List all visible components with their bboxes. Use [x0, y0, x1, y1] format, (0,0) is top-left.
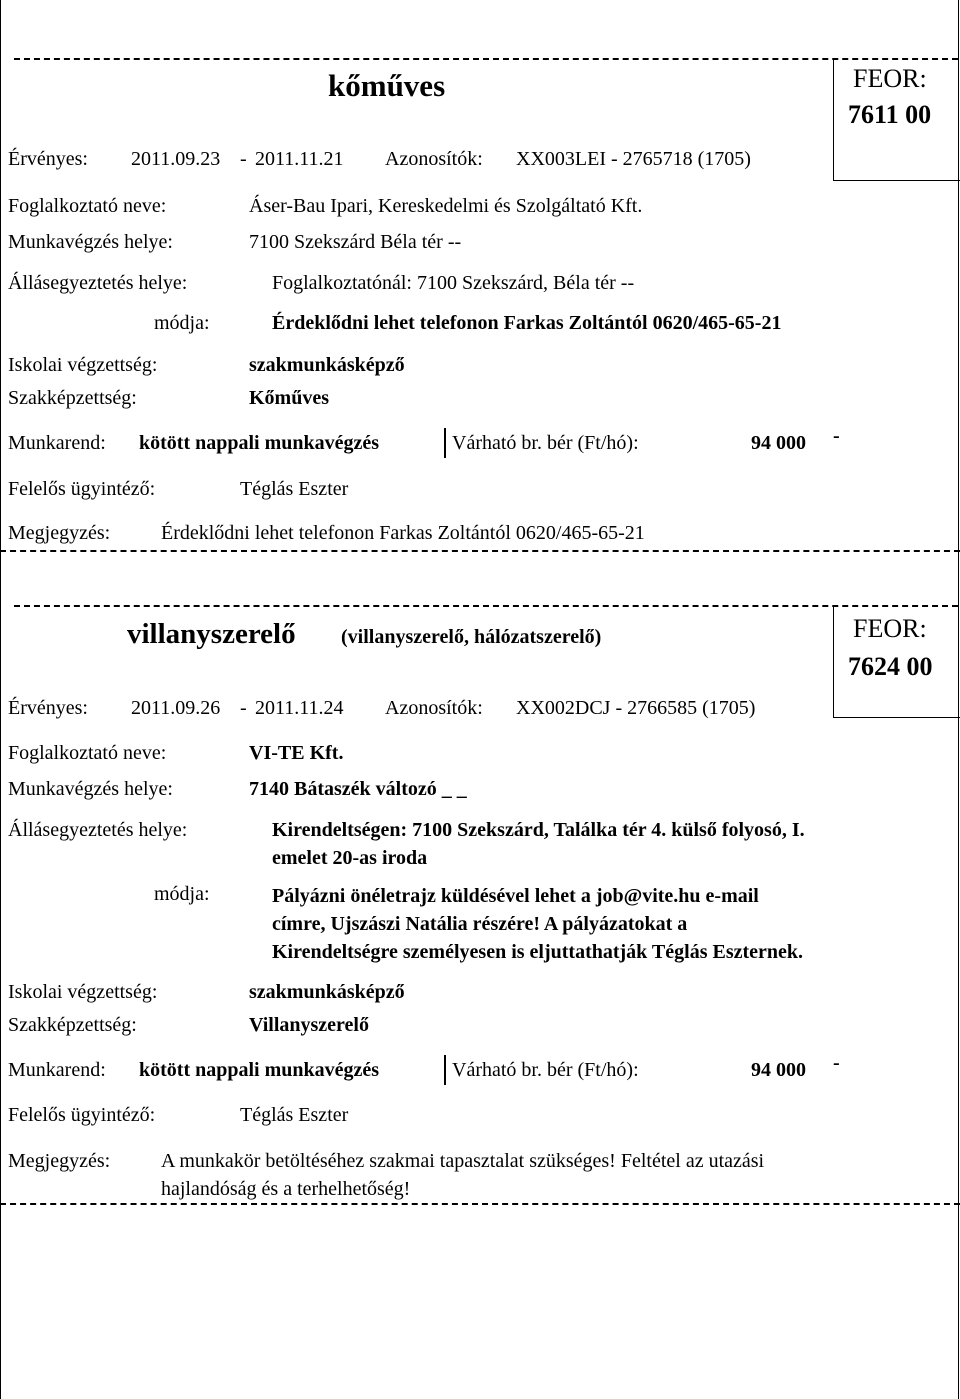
valid-from: 2011.09.26 [131, 697, 221, 719]
id-label: Azonosítók: [385, 148, 483, 170]
employer-name: VI-TE Kft. [249, 742, 344, 764]
note-label: Megjegyzés: [8, 522, 111, 544]
interview-place-line2: emelet 20-as iroda [272, 847, 428, 869]
valid-to: 2011.11.24 [255, 697, 344, 719]
interview-place-value: Foglalkoztatónál: 7100 Szekszárd, Béla tér -- [272, 272, 635, 294]
employer-label: Foglalkoztató neve: [8, 195, 167, 217]
note-value: Érdeklődni lehet telefonon Farkas Zoltántól 0620/465-65-21 [161, 522, 645, 544]
column-separator [444, 1055, 446, 1085]
interview-place-label: Állásegyeztetés helye: [8, 272, 188, 294]
salary-value: 94 000 [751, 432, 806, 454]
workplace-value: 7140 Bátaszék változó _ _ [249, 778, 467, 800]
valid-label: Érvényes: [8, 697, 88, 719]
salary-dash: - [833, 425, 840, 447]
feor-label: FEOR: [853, 64, 927, 93]
divider [0, 1203, 960, 1205]
officer-value: Téglás Eszter [240, 1104, 349, 1126]
employer-label: Foglalkoztató neve: [8, 742, 167, 764]
note-label: Megjegyzés: [8, 1150, 111, 1172]
id-label: Azonosítók: [385, 697, 483, 719]
officer-value: Téglás Eszter [240, 478, 349, 500]
interview-method-label: módja: [154, 312, 210, 334]
education-value: szakmunkásképző [249, 981, 405, 1003]
interview-method-label: módja: [154, 883, 210, 905]
interview-method-line1: Pályázni önéletrajz küldésével lehet a job@vite.hu e-mail [272, 885, 759, 907]
education-label: Iskolai végzettség: [8, 981, 158, 1003]
valid-label: Érvényes: [8, 148, 88, 170]
note-line1: A munkakör betöltéséhez szakmai tapasztalat szükséges! Feltétel az utazási [161, 1150, 765, 1172]
workplace-label: Munkavégzés helye: [8, 778, 173, 800]
education-value: szakmunkásképző [249, 354, 405, 376]
workplace-value: 7100 Szekszárd Béla tér -- [249, 231, 462, 253]
salary-dash: - [833, 1052, 840, 1074]
salary-label: Várható br. bér (Ft/hó): [452, 432, 639, 454]
divider [14, 58, 958, 60]
valid-separator: - [240, 148, 247, 170]
job-title: kőműves [328, 68, 446, 103]
note-line2: hajlandóság és a terhelhetőség! [161, 1178, 411, 1200]
schedule-value: kötött nappali munkavégzés [139, 1059, 380, 1081]
employer-name: Áser-Bau Ipari, Kereskedelmi és Szolgáltató Kft. [249, 195, 643, 217]
id-value: XX003LEI - 2765718 (1705) [516, 148, 751, 170]
job-title: villanyszerelő [127, 618, 296, 650]
frame-left-border [0, 0, 1, 1399]
interview-place-label: Állásegyeztetés helye: [8, 819, 188, 841]
column-separator [444, 428, 446, 458]
workplace-label: Munkavégzés helye: [8, 231, 173, 253]
interview-method-value: Érdeklődni lehet telefonon Farkas Zoltántól 0620/465-65-21 [272, 312, 782, 334]
divider [0, 550, 960, 552]
qualification-value: Villanyszerelő [249, 1014, 369, 1036]
feor-code: 7611 00 [848, 100, 932, 129]
schedule-label: Munkarend: [8, 432, 106, 454]
qualification-label: Szakképzettség: [8, 1014, 137, 1036]
officer-label: Felelős ügyintéző: [8, 478, 156, 500]
valid-to: 2011.11.21 [255, 148, 344, 170]
interview-method-line2: címre, Ujszászi Natália részére! A pályázatokat a [272, 913, 688, 935]
divider [14, 605, 958, 607]
salary-value: 94 000 [751, 1059, 806, 1081]
schedule-value: kötött nappali munkavégzés [139, 432, 380, 454]
salary-label: Várható br. bér (Ft/hó): [452, 1059, 639, 1081]
feor-code: 7624 00 [848, 652, 933, 681]
job-subtitle: (villanyszerelő, hálózatszerelő) [341, 626, 602, 648]
feor-label: FEOR: [853, 614, 927, 643]
officer-label: Felelős ügyintéző: [8, 1104, 156, 1126]
id-value: XX002DCJ - 2766585 (1705) [516, 697, 756, 719]
qualification-value: Kőműves [249, 387, 329, 409]
interview-method-line3: Kirendeltségre személyesen is eljuttathatják Téglás Eszternek. [272, 941, 804, 963]
interview-place-line1: Kirendeltségen: 7100 Szekszárd, Találka tér 4. külső folyosó, I. [272, 819, 805, 841]
schedule-label: Munkarend: [8, 1059, 106, 1081]
education-label: Iskolai végzettség: [8, 354, 158, 376]
qualification-label: Szakképzettség: [8, 387, 137, 409]
valid-from: 2011.09.23 [131, 148, 221, 170]
valid-separator: - [240, 697, 247, 719]
